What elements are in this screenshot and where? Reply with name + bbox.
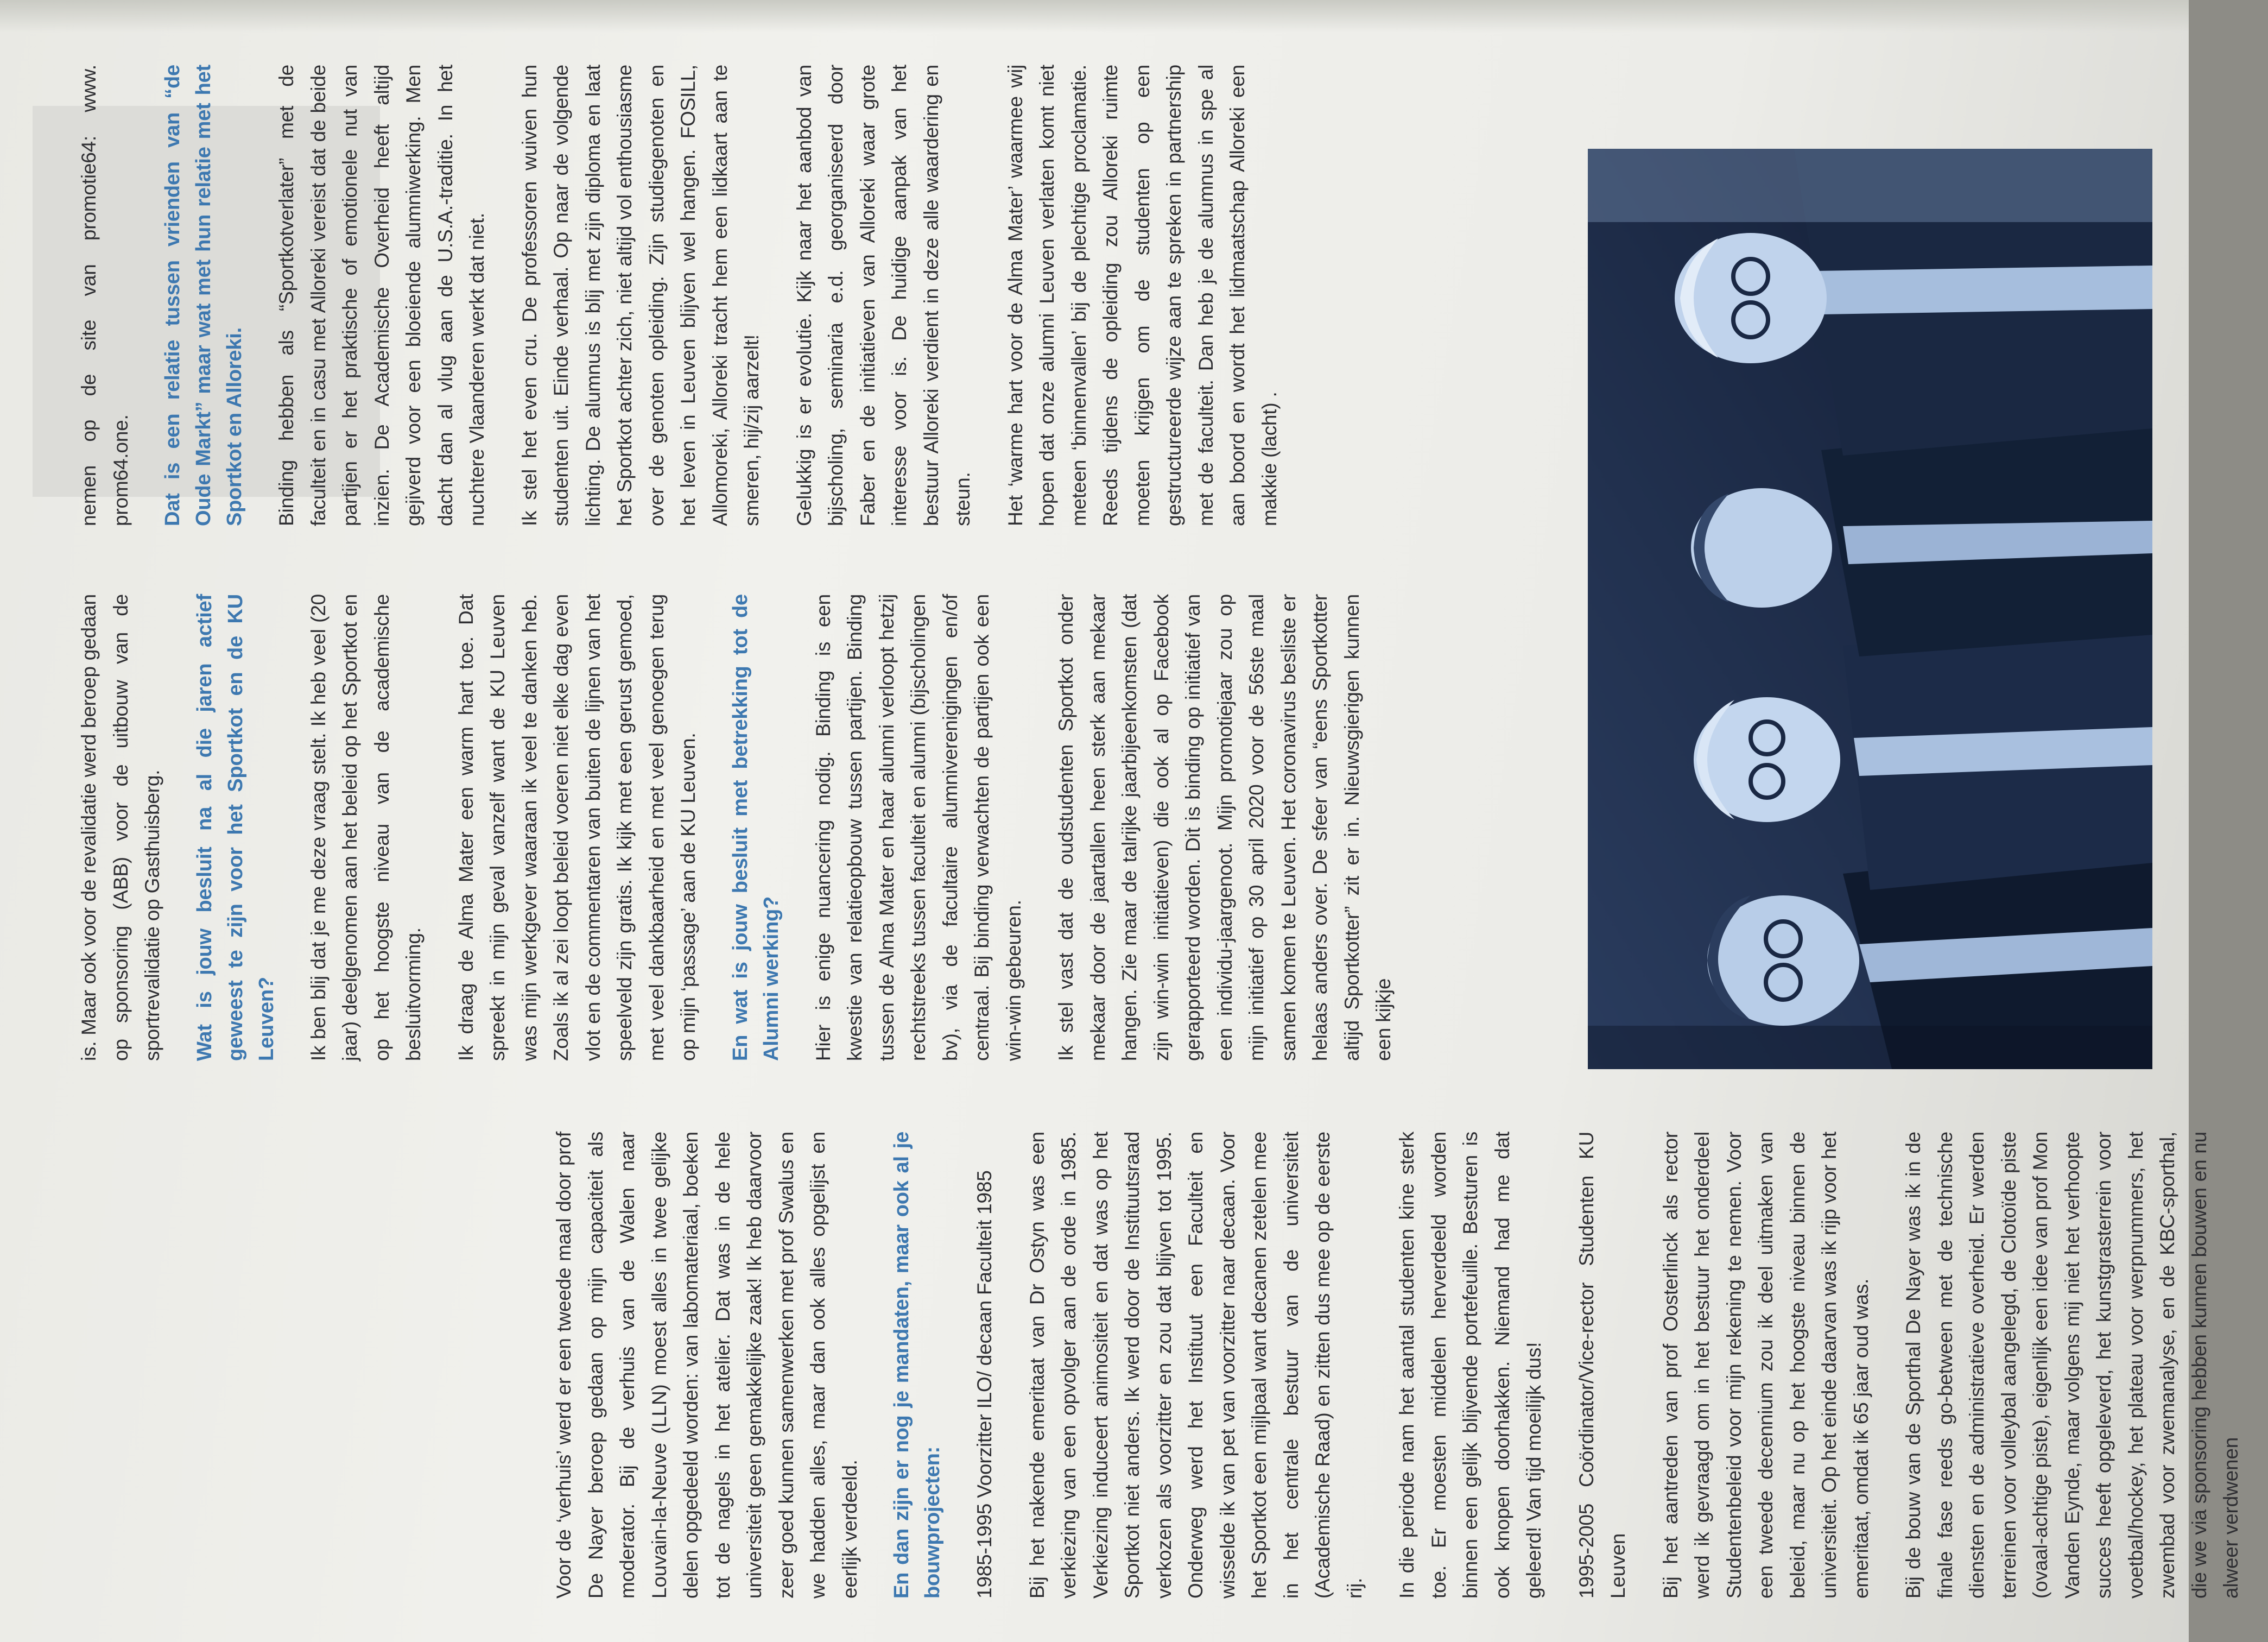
section-heading: En wat is jouw besluit met betrekking tot de Alumni werking? <box>728 594 783 1061</box>
group-photo-image <box>1588 149 2152 1069</box>
text-column-1 <box>548 1132 2268 1599</box>
section-heading: En dan zijn er nog je mandaten, maar ook al je bouwprojecten: <box>890 1132 944 1599</box>
paragraph: 1985-1995 Voorzitter ILO/ decaan Faculteit 1985 <box>973 1170 996 1599</box>
text-column-3 <box>73 65 1306 526</box>
paragraph: Het ‘warme hart voor de Alma Mater’ waarmee wij hopen dat onze alumni Leuven verlaten komt niet meteen ‘binnenvallen’ bij de plechtige proclamatie. Reeds tijdens de opleiding zou Alloreki ruimte moeten krijgen om de studenten op een gestructureerde wijze aan te spreken in partnership met de faculteit. Dan heb je de alumnus in spe al aan boord en wordt het lidmaatschap Alloreki een makkie (lacht) . <box>1004 65 1281 526</box>
paragraph: Bij het aantreden van prof Oosterlinck als rector werd ik gevraagd om in het bestuur het onderdeel Studentenbeleid voor mijn rekening te nemen. Voor een tweede decennium zou ik deel uitmaken van beleid, maar nu op het hoogste niveau binnen de universiteit. Op het einde daarvan was ik rijp voor het emeritaat, omdat ik 65 jaar oud was. <box>1659 1132 1872 1599</box>
paragraph: Bij het nakende emeritaat van Dr Ostyn was een verkiezing van een opvolger aan de orde in 1985. Verkiezing induceert animositeit en dat was op het Sportkot niet anders. Ik werd door de Instituutsraad verkozen als voorzitter en zou dat blijven tot 1995. Onderweg werd het Instituut een Faculteit en wisselde ik van pet van voorzitter naar decaan. Voor het Sportkot een mijlpaal want decanen zetelen mee in het centrale bestuur van de universiteit (Academische Raad) en zitten dus mee op de eerste rij. <box>1025 1132 1366 1599</box>
paragraph: Voor de ‘verhuis’ werd er een tweede maal door prof De Nayer beroep gedaan op mijn capaciteit als moderator. Bij de verhuis van de Walen naar Louvain-la-Neuve (LLN) moest alles in twee gelijke delen opgedeeld worden: van labomateriaal, boeken tot de nagels in het atelier. Dat was in de hele universiteit geen gemakkelijke zaak! Ik heb daarvoor zeer goed kunnen samenwerken met prof Swalus en we hadden alles, maar dan ook alles opgelijst en eerlijk verdeeld. <box>553 1132 861 1599</box>
group-photo <box>1588 149 2152 1069</box>
section-heading: Dat is een relatie tussen vrienden van “de Oude Markt” maar wat met hun relatie met het Sportkot en Alloreki. <box>161 65 246 526</box>
paragraph: Ik draag de Alma Mater een warm hart toe. Dat spreekt in mijn geval vanzelf want de KU Leuven was mijn werkgever waaraan ik veel te danken heb. Zoals ik al zei loopt beleid voeren niet elke dag even vlot en de commentaren van buiten de lijnen van het speelveld zijn gratis. Ik kijk met een gerust gemoed, met veel dankbaarheid en met veel genoegen terug op mijn ‘passage’ aan de KU Leuven. <box>454 594 699 1061</box>
paragraph: nemen op de site van promotie64: www. prom64.one. <box>78 65 132 526</box>
paragraph: is. Maar ook voor de revalidatie werd beroep gedaan op sponsoring (ABB) voor de uitbouw van de sportrevalidatie op Gasthuisberg. <box>78 594 163 1061</box>
paragraph: In die periode nam het aantal studenten kine sterk toe. Er moesten middelen herverdeeld worden binnen een gelijk blijvende portefeuille. Besturen is ook knopen doorhakken. Niemand had me dat geleerd! Van tijd moeilijk dus! <box>1396 1132 1545 1599</box>
text-column-2 <box>73 594 1421 1061</box>
paragraph: Binding hebben als “Sportkotverlater” met de faculteit en in casu met Alloreki vereist dat de beide partijen er het praktische of emotionele nut van inzien. De Academische Overheid heeft altijd gejiverd voor een bloeiende alumniwerking. Men dacht dan al vlug aan de U.S.A.-traditie. In het nuchtere Vlaanderen werkt dat niet. <box>275 65 488 526</box>
paragraph: Ik stel het even cru. De professoren wuiven hun studenten uit. Einde verhaal. Op naar de volgende lichting. De alumnus is blij met zijn diploma en laat het Sportkot achter zich, niet altijd vol enthousiasme over de genoten opleiding. Zijn studiegenoten en het leven in Leuven blijven wel hangen. FOSILL, Allomoreki, Alloreki tracht hem een lidkaart aan te smeren, hij/zij aarzelt! <box>518 65 763 526</box>
paragraph: Ik ben blij dat je me deze vraag stelt. Ik heb veel (20 jaar) deelgenomen aan het beleid op het Sportkot en op het hoogste niveau van de academische besluitvorming. <box>307 594 425 1061</box>
paragraph: Hier is enige nuancering nodig. Binding is een kwestie van relatieopbouw tussen partijen. Binding tussen de Alma Mater en haar alumni verloopt hetzij rechtstreeks tussen faculteit en alumni (bijscholingen bv), via de facultaire alumniverenigingen en/of centraal. Bij binding verwachten de partijen ook een win-win gebeuren. <box>812 594 1025 1061</box>
paragraph: Ik stel vast dat de oudstudenten Sportkot onder mekaar door de jaartallen heen sterk aan mekaar hangen. Zie maar de talrijke jaarbijeenkomsten (dat zijn win-win initiatieven) die ook al op Facebook gerapporteerd worden. Dit is binding op initiatief van een individu-jaargenoot. Mijn promotiejaar zou op mijn initiatief op 30 april 2020 voor de 56ste maal samen komen te Leuven. Het coronavirus besliste er helaas anders over. De sfeer van “eens Sportkotter altijd Sportkotter” zit er in. Nieuwsgierigen kunnen een kijkje <box>1055 594 1395 1061</box>
paragraph: 1995-2005 Coördinator/Vice-rector Studenten KU Leuven <box>1575 1132 1629 1599</box>
paragraph: Bij de bouw van de Sporthal De Nayer was ik in de finale fase reeds go-between met de technische diensten en de administratieve overheid. Er werden terreinen voor volleybal aangelegd, de Clotoïde piste (ovaal-achtige piste), eigenlijk een idee van prof Mon Vanden Eynde, maar volgens mij niet het verhoopte succes heeft opgeleverd, het kunstgrasterrein voor voetbal/hockey, het plateau voor werpnummers, het zwembad voor zwemanalyse, en de KBC-sporthal, die we via sponsoring hebben kunnen bouwen en nu alweer verdwenen <box>1902 1132 2242 1599</box>
paragraph: Gelukkig is er evolutie. Kijk naar het aanbod van bijscholing, seminaria e.d. georganiseerd door Faber en de initiatieven van Alloreki waar grote interesse voor is. De huidige aanpak van het bestuur Alloreki verdient in deze alle waardering en steun. <box>793 65 974 526</box>
section-heading: Wat is jouw besluit na al die jaren actief geweest te zijn voor het Sportkot en de KU Leuven? <box>193 594 278 1061</box>
